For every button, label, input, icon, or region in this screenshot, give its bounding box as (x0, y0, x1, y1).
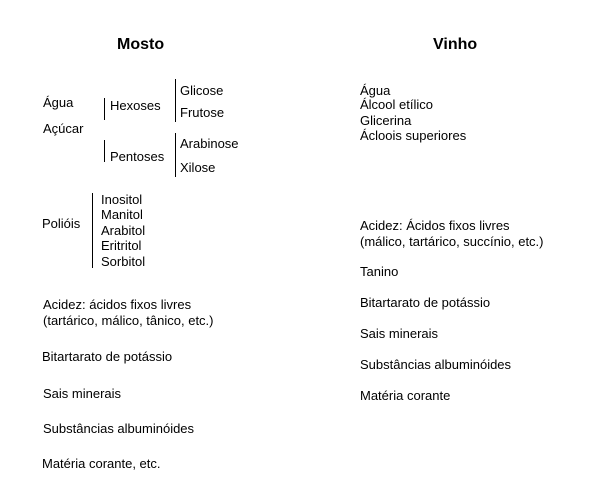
poliol-item: Sorbitol (101, 254, 146, 269)
vinho-tanino: Tanino (360, 264, 399, 279)
mosto-title: Mosto (117, 36, 165, 53)
mosto-acidez-line2: (tartárico, málico, tânico, etc.) (43, 313, 214, 328)
hexoses-bracket (104, 98, 105, 120)
mosto-glicose: Glicose (180, 83, 224, 98)
vinho-acidez-line1: Acidez: Ácidos fixos livres (360, 218, 510, 233)
vinho-sais: Sais minerais (360, 326, 439, 341)
poliol-item: Inositol (101, 192, 143, 207)
arabinose-xilose-bracket (175, 133, 176, 177)
mosto-poliois: Polióis (42, 216, 81, 231)
mosto-frutose: Frutose (180, 105, 225, 120)
mosto-hexoses: Hexoses (110, 98, 161, 113)
vinho-item: Água (360, 83, 391, 98)
mosto-bitartarato: Bitartarato de potássio (42, 349, 173, 364)
vinho-item: Glicerina (360, 113, 412, 128)
vinho-bitartarato: Bitartarato de potássio (360, 295, 491, 310)
vinho-substancias: Substâncias albuminóides (360, 357, 512, 372)
pentoses-bracket (104, 140, 105, 162)
vinho-acidez-line2: (málico, tartárico, succínio, etc.) (360, 234, 544, 249)
vinho-item: Álcool etílico (360, 97, 433, 112)
mosto-acucar: Açúcar (43, 121, 84, 136)
mosto-sais: Sais minerais (43, 386, 122, 401)
mosto-xilose: Xilose (180, 160, 216, 175)
vinho-title: Vinho (433, 36, 478, 53)
mosto-agua: Água (43, 95, 74, 110)
mosto-pentoses: Pentoses (110, 149, 165, 164)
glicose-frutose-bracket (175, 79, 176, 122)
mosto-arabinose: Arabinose (180, 136, 239, 151)
poliol-item: Manitol (101, 207, 143, 222)
poliol-item: Eritritol (101, 238, 142, 253)
vinho-item: Ácloois superiores (360, 128, 467, 143)
poliol-item: Arabitol (101, 223, 146, 238)
vinho-materia: Matéria corante (360, 388, 451, 403)
mosto-materia: Matéria corante, etc. (42, 456, 161, 471)
mosto-acidez-line1: Acidez: ácidos fixos livres (43, 297, 192, 312)
poliois-bracket (92, 193, 93, 268)
mosto-substancias: Substâncias albuminóides (43, 421, 195, 436)
